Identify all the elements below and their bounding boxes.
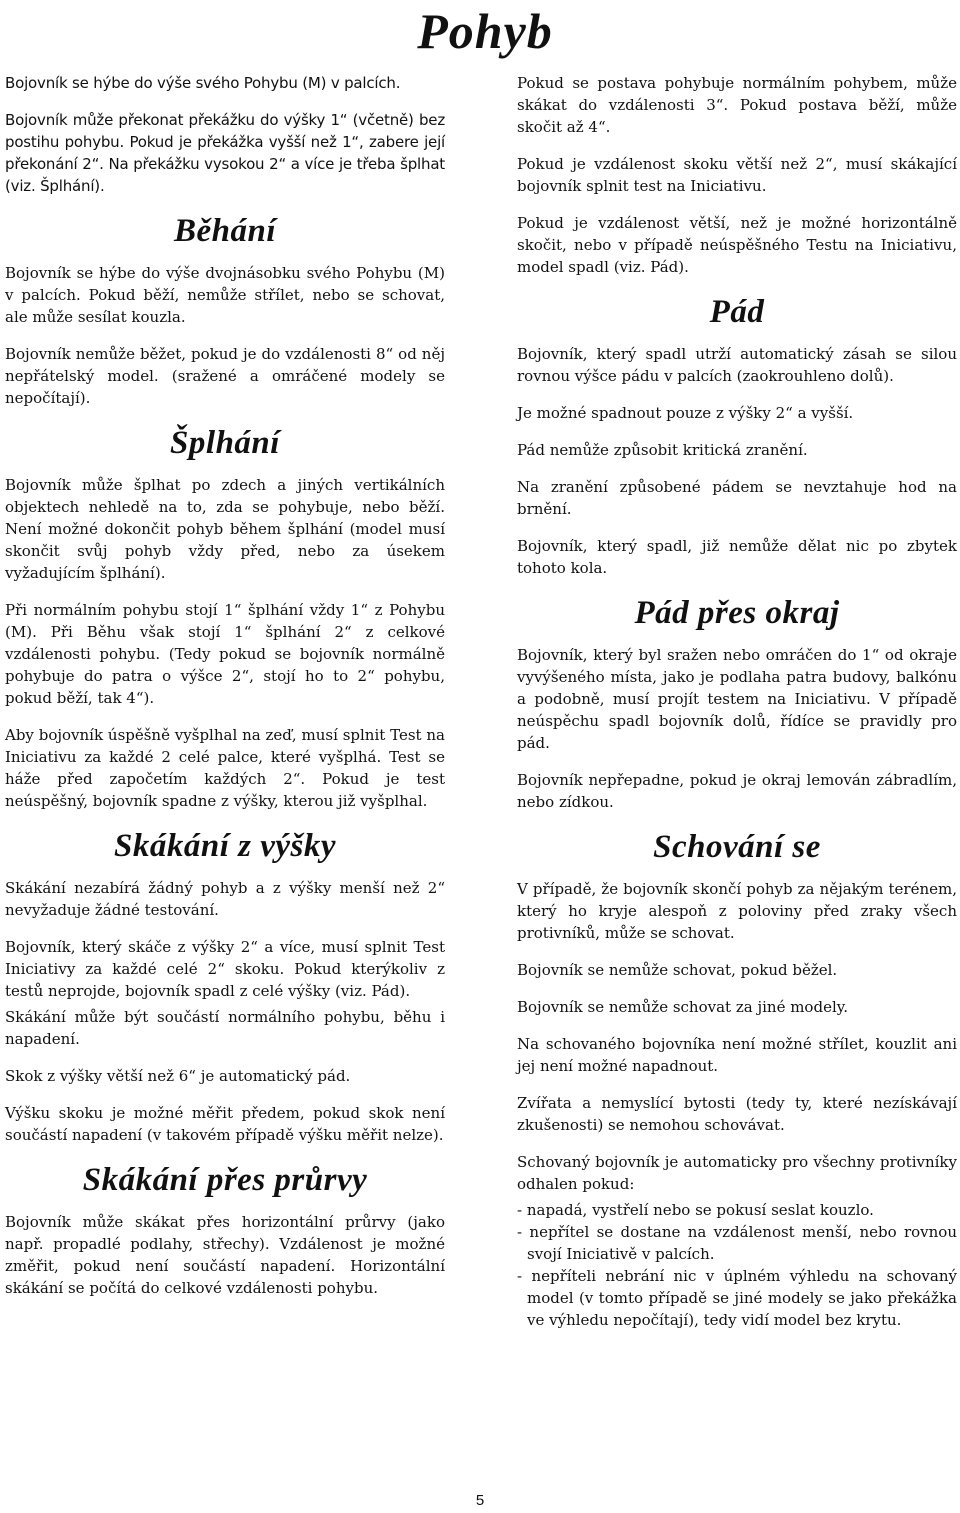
jumping-down-paragraph: Bojovník, který skáče z výšky 2“ a více, musí splnit Test Iniciativy za každé celé 2“ skoku. Pokud kterýkoliv z testů neprojde, bojovník spadl z celé výšky (viz. Pád). — [5, 938, 445, 1000]
falling-paragraph: Bojovník, který spadl, již nemůže dělat nic po zbytek tohoto kola. — [517, 537, 957, 577]
section-heading-running: Běhání — [173, 213, 277, 249]
hiding-paragraph: Bojovník se nemůže schovat za jiné modely. — [517, 998, 848, 1016]
falling-paragraph: Pád nemůže způsobit kritická zranění. — [517, 441, 808, 459]
jumping-down-paragraph: Skákání může být součástí normálního pohybu, běhu i napadení. — [5, 1008, 445, 1048]
intro-paragraph: Bojovník se hýbe do výše svého Pohybu (M) v palcích. — [5, 74, 401, 92]
left-column — [5, 72, 445, 1314]
reveal-conditions-list — [517, 1199, 957, 1331]
hiding-paragraph: Na schovaného bojovníka není možné střílet, kouzlit ani jej není možné napadnout. — [517, 1035, 957, 1075]
falling-paragraph: Na zranění způsobené pádem se nevztahuje hod na brnění. — [517, 478, 957, 518]
jumping-down-paragraph: Skok z výšky větší než 6“ je automatický pád. — [5, 1067, 351, 1085]
list-item: - napadá, vystřelí nebo se pokusí seslat kouzlo. — [517, 1201, 874, 1219]
hiding-paragraph: Schovaný bojovník je automaticky pro všechny protivníky odhalen pokud: — [517, 1153, 957, 1193]
edge-paragraph: Bojovník nepřepadne, pokud je okraj lemován zábradlím, nebo zídkou. — [517, 771, 957, 811]
falling-paragraph: Je možné spadnout pouze z výšky 2“ a vyšší. — [517, 404, 854, 422]
jumping-down-paragraph: Skákání nezabírá žádný pohyb a z výšky menší než 2“ nevyžaduje žádné testování. — [5, 879, 445, 919]
intro-paragraph: Bojovník může překonat překážku do výšky 1“ (včetně) bez postihu pohybu. Pokud je překážka vyšší než 1“, zabere její překonání 2“. Na překážku vysokou 2“ a více je třeba šplhat (viz. Šplhání). — [5, 111, 445, 195]
section-heading-climbing: Šplhání — [170, 425, 280, 461]
jump-paragraph: Pokud je vzdálenost větší, než je možné horizontálně skočit, nebo v případě neúspěšného Testu na Iniciativu, model spadl (viz. Pád). — [517, 214, 957, 276]
page-number: 5 — [475, 1492, 485, 1509]
section-heading-edge: Pád přes okraj — [634, 595, 840, 631]
gaps-paragraph: Bojovník může skákat přes horizontální průrvy (jako např. propadlé podlahy, střechy). Vzdálenost je možné změřit, pokud není součástí napadení. Horizontální skákání se počítá do celkové vzdálenosti pohybu. — [5, 1213, 445, 1297]
climbing-paragraph: Aby bojovník úspěšně vyšplhal na zeď, musí splnit Test na Iniciativu za každé 2 celé palce, které vyšplhá. Test se háže před započetím každých 2“. Pokud je test neúspěšný, bojovník spadne z výšky, kterou již vyšplhal. — [5, 726, 445, 810]
list-item: - nepříteli nebrání nic v úplném výhledu na schovaný model (v tomto případě se jiné modely se jako překážka ve výhledu nepočítají), tedy vidí model bez krytu. — [517, 1267, 957, 1329]
section-heading-hiding: Schování se — [653, 829, 821, 865]
right-column — [517, 72, 957, 1331]
section-heading-gaps: Skákání přes průrvy — [82, 1162, 368, 1198]
climbing-paragraph: Při normálním pohybu stojí 1“ šplhání vždy 1“ z Pohybu (M). Při Běhu však stojí 1“ šplhání 2“ z celkové vzdálenosti pohybu. (Tedy pokud se bojovník normálně pohybuje do patra o výšce 2“, stojí ho to 2“ pohybu, pokud běží, tak 4“). — [5, 601, 445, 707]
running-paragraph: Bojovník se hýbe do výše dvojnásobku svého Pohybu (M) v palcích. Pokud běží, nemůže střílet, nebo se schovat, ale může sesílat kouzla. — [5, 264, 445, 326]
jump-paragraph: Pokud se postava pohybuje normálním pohybem, může skákat do vzdálenosti 3“. Pokud postava běží, může skočit až 4“. — [517, 74, 957, 136]
jumping-down-paragraph: Výšku skoku je možné měřit předem, pokud skok není součástí napadení (v takovém případě výšku měřit nelze). — [5, 1104, 445, 1144]
falling-paragraph: Bojovník, který spadl utrží automatický zásah se silou rovnou výšce pádu v palcích (zaokrouhleno dolů). — [517, 345, 957, 385]
edge-paragraph: Bojovník, který byl sražen nebo omráčen do 1“ od okraje vyvýšeného místa, jako je podlaha patra budovy, balkónu a podobně, musí projít testem na Iniciativu. V případě neúspěchu spadl bojovník dolů, řídíce se pravidly pro pád. — [517, 646, 957, 752]
running-paragraph: Bojovník nemůže běžet, pokud je do vzdálenosti 8“ od něj nepřátelský model. (sražené a omráčené modely se nepočítají). — [5, 345, 445, 407]
climbing-paragraph: Bojovník může šplhat po zdech a jiných vertikálních objektech nehledě na to, zda se pohybuje, nebo běží. Není možné dokončit pohyb během šplhání (model musí skončit svůj pohyb vždy před, nebo za úsekem vyžadujícím šplhání). — [5, 476, 445, 582]
list-item: - nepřítel se dostane na vzdálenost menší, nebo rovnou svojí Iniciativě v palcích. — [517, 1223, 957, 1263]
hiding-paragraph: V případě, že bojovník skončí pohyb za nějakým terénem, který ho kryje alespoň z poloviny před zraky všech protivníků, může se schovat. — [517, 880, 957, 942]
hiding-paragraph: Zvířata a nemyslící bytosti (tedy ty, které nezískávají zkušenosti) se nemohou schovávat. — [517, 1094, 957, 1134]
section-heading-jumping-down: Skákání z výšky — [114, 828, 336, 864]
hiding-paragraph: Bojovník se nemůže schovat, pokud běžel. — [517, 961, 838, 979]
jump-paragraph: Pokud je vzdálenost skoku větší než 2“, musí skákající bojovník splnit test na Iniciativu. — [517, 155, 957, 195]
page-title: Pohyb — [417, 3, 553, 59]
section-heading-falling: Pád — [709, 294, 765, 330]
